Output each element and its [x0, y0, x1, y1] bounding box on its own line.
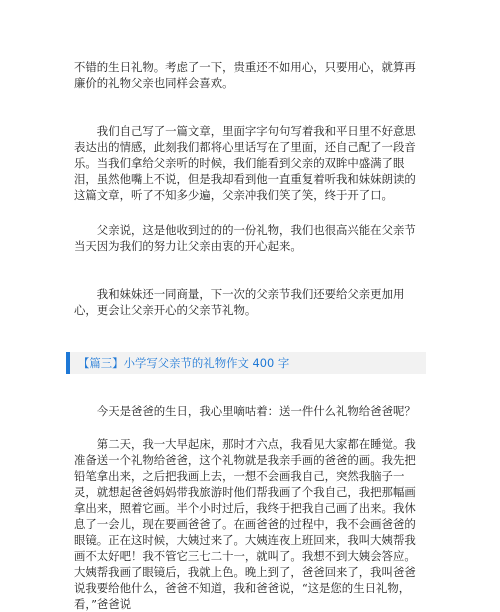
section-heading: 【篇三】小学写父亲节的礼物作文 400 字: [78, 356, 290, 370]
paragraph-gift-intro: 不错的生日礼物。考虑了一下，贵重还不如用心，只要用心，就算再廉价的礼物父亲也同样会喜欢。: [74, 60, 416, 90]
section-heading-accent: [66, 352, 70, 374]
paragraph-birthday-question: 今天是爸爸的生日，我心里嘀咕着：送一件什么礼物给爸爸呢？: [96, 404, 416, 418]
paragraph-father-said: 父亲说，这是他收到过的的一份礼物，我们也很高兴能在父亲节当天因为我们的努力让父亲由衷的开心起来。: [74, 223, 416, 253]
paragraph-drawing-story: 第二天，我一大早起床，那时才六点，我看见大家都在睡觉。我准备送一个礼物给爸爸，这个礼物就是我亲手画的爸爸的画。我先把铅笔拿出来，之后把我画上去，一想不会画我自己，突然我脑子一灵，就想起爸爸妈妈带我旅游时他们帮我画了个我自己，我把那幅画拿出来，照着它画。半个小时过后，我终于把我自己画了出来。我休息了一会儿，现在要画爸爸了。在画爸爸的过程中，我不会画爸爸的眼镜。正在这时候，大姨过来了。大姨连夜上班回来，我叫大姨帮我画不太好吧！我不管它三七二十一，就叫了。我想不到大姨会答应。大姨帮我画了眼镜后，我就上色。晚上到了，爸爸回来了，我叫爸爸说我要给他什么，爸爸不知道，我和爸爸说，“这是您的生日礼物，看，”爸爸说: [74, 437, 416, 611]
paragraph-next-fathers-day: 我和妹妹还一同商量，下一次的父亲节我们还要给父亲更加用心，更会让父亲开心的父亲节礼物。: [74, 287, 405, 317]
paragraph-wrote-article: 我们自己写了一篇文章，里面字字句句写着我和平日里不好意思表达出的情感，此刻我们都将心里话写在了里面，还自己配了一段音乐。当我们拿给父亲听的时候，我们能看到父亲的双眸中盛满了眼泪，虽然他嘴上不说，但是我却看到他一直重复着听我和妹妹朗读的这篇文章，听了不知多少遍，父亲冲我们笑了笑，终于开了口。: [74, 124, 416, 202]
